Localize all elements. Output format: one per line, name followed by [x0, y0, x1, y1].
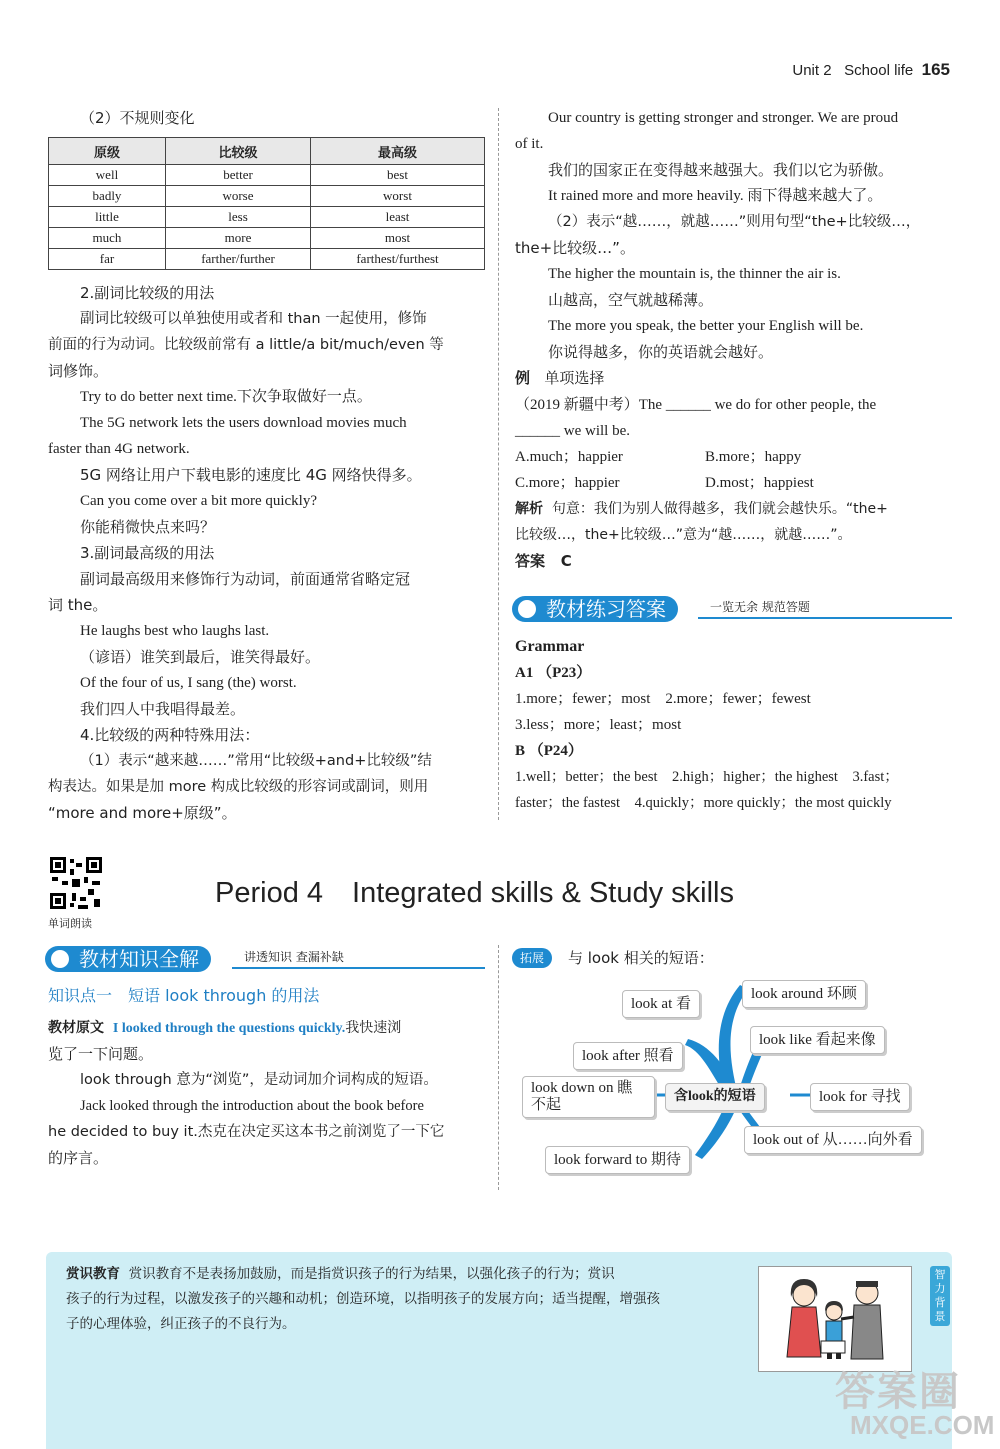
left-line: 副词最高级用来修饰行为动词，前面通常省略定冠: [80, 570, 411, 588]
table-cell: most: [311, 228, 485, 249]
left-line: Try to do better next time.下次争取做好一点。: [80, 389, 372, 405]
mindmap-node: look out of 从……向外看: [744, 1126, 922, 1154]
table-cell: far: [49, 249, 166, 270]
table-row: [49, 249, 485, 270]
analysis-text: 比较级…，the+比较级…”意为“越……，就越……”。: [515, 527, 852, 543]
degree-table: [48, 137, 485, 270]
banner-title: 教材练习答案: [546, 597, 666, 621]
right-line: （2）表示“越……，就越……”则用句型“the+比较级…，: [548, 214, 921, 230]
mindmap-node-label: look down on 瞧不起: [531, 1080, 633, 1113]
right-line: It rained more and more heavily. 雨下得越来越大了。: [548, 188, 883, 204]
qr-label: 单词朗读: [48, 917, 92, 930]
grammar-a1: A1 （P23）: [515, 665, 592, 681]
analysis-text: 句意：我们为别人做得越多，我们就会越快乐。“the+: [551, 501, 888, 517]
option-c: C.more；happier: [515, 475, 620, 491]
right-line: the+比较级…”。: [515, 239, 635, 257]
knowledge-line: look through 意为“浏览”，是动词加介词构成的短语。: [80, 1072, 438, 1088]
banner-subtitle: 讲透知识 查漏补缺: [244, 950, 344, 964]
mindmap-node: [522, 1076, 655, 1118]
left-line: faster than 4G network.: [48, 441, 190, 457]
table-header-cell: 原级: [49, 138, 166, 165]
mindmap-node: look after 照看: [573, 1042, 683, 1070]
option-a: A.much；happier: [515, 449, 623, 465]
left-line: 我们四人中我唱得最差。: [80, 700, 246, 718]
example-kind: 单项选择: [544, 369, 605, 387]
grammar-b: B （P24）: [515, 743, 583, 759]
example-label: 例: [515, 369, 531, 387]
qr-code-icon: [48, 855, 104, 911]
grammar-a1-line: 3.less；more；least；most: [515, 717, 682, 733]
mindmap-node: look forward to 期待: [545, 1146, 690, 1174]
left-line: 你能稍微快点来吗？: [80, 518, 216, 536]
banner-title: 教材知识全解: [79, 947, 199, 971]
answer-value: C: [560, 552, 572, 570]
unit-label: Unit 2: [792, 62, 832, 79]
table-cell: less: [166, 207, 311, 228]
table-cell: farther/further: [166, 249, 311, 270]
speaker-icon: [51, 950, 69, 968]
qr-code[interactable]: [48, 855, 104, 911]
table-cell: well: [49, 165, 166, 186]
watermark-url: MXQE.COM: [850, 1410, 995, 1440]
knowledge-banner: [45, 946, 211, 972]
table-cell: farthest/furthest: [311, 249, 485, 270]
table-cell: badly: [49, 186, 166, 207]
footer-line: 赏识教育不是表扬加鼓励，而是指赏识孩子的行为结果，以强化孩子的行为；赏识: [128, 1266, 615, 1282]
original-sentence: I looked through the questions quickly.: [112, 1021, 346, 1036]
original-label: 教材原文: [48, 1020, 104, 1036]
mindmap-node: look at 看: [622, 990, 700, 1018]
original-text: [48, 1018, 401, 1039]
grammar-b-line: faster；the fastest 4.quickly；more quickly；the most quickly: [515, 795, 892, 811]
footer-label: 赏识教育: [66, 1266, 120, 1282]
right-line: of it.: [515, 136, 544, 152]
example-header: [515, 368, 604, 388]
option-d: D.most；happiest: [705, 475, 814, 491]
table-cell: worst: [311, 186, 485, 207]
right-line: 我们的国家正在变得越来越强大。我们以它为骄傲。: [548, 161, 894, 179]
knowledge-line: 的序言。: [48, 1149, 109, 1167]
grammar-b-line: 1.well；better；the best 2.high；higher；the highest 3.fast；: [515, 769, 899, 785]
grammar-a1-line: 1.more；fewer；most 2.more；fewer；fewest: [515, 691, 811, 707]
knowledge-line: Jack looked through the introduction about the book before: [80, 1098, 424, 1114]
table-cell: better: [166, 165, 311, 186]
parents-child-illustration: [759, 1267, 909, 1369]
mindmap-node: look around 环顾: [742, 980, 866, 1008]
example-question: （2019 新疆中考）The ______ we do for other people, the: [515, 397, 877, 413]
option-b: B.more；happy: [705, 449, 802, 465]
watermark-logo: 答案圈: [835, 1369, 961, 1415]
table-header-cell: 最高级: [311, 138, 485, 165]
left-line: 词 the。: [48, 596, 108, 614]
table-header-row: [49, 138, 485, 165]
left-line: （谚语）谁笑到最后，谁笑得最好。: [80, 648, 321, 666]
right-line: The higher the mountain is, the thinner the air is.: [548, 266, 841, 282]
mindmap-node: look for 寻找: [810, 1083, 910, 1111]
extend-intro: 与 look 相关的短语：: [568, 949, 714, 967]
unit-title: School life: [844, 62, 914, 79]
left-line: The 5G network lets the users download movies much: [80, 415, 407, 431]
banner-subtitle: 一览无余 规范答题: [710, 600, 810, 614]
left-line: 3.副词最高级的用法: [80, 544, 215, 562]
example-question: ______ we will be.: [515, 423, 630, 439]
left-line: He laughs best who laughs last.: [80, 623, 270, 639]
answer-label: 答案: [515, 552, 546, 570]
analysis: [515, 499, 888, 519]
banner-rule: [232, 967, 485, 969]
left-line: Can you come over a bit more quickly?: [80, 493, 318, 509]
right-line: 山越高，空气就越稀薄。: [548, 291, 714, 309]
knowledge-line: he decided to buy it.杰克在决定买这本书之前浏览了一下它: [48, 1124, 445, 1140]
footer-line: 子的心理体验，纠正孩子的不良行为。: [66, 1316, 296, 1332]
exercise-answers-banner: [512, 596, 678, 622]
answer: [515, 551, 572, 571]
column-divider: [498, 108, 499, 820]
table-row: [49, 228, 485, 249]
left-line: （1）表示“越来越……”常用“比较级+and+比较级”结: [80, 753, 432, 769]
right-line: The more you speak, the better your English will be.: [548, 318, 864, 334]
footer-text: [66, 1262, 746, 1337]
table-cell: worse: [166, 186, 311, 207]
irregular-title: （2）不规则变化: [80, 109, 195, 127]
table-row: [49, 165, 485, 186]
table-cell: best: [311, 165, 485, 186]
original-translation: 览了一下问题。: [48, 1045, 154, 1063]
left-line: 前面的行为动词。比较级前常有 a little/a bit/much/even 等: [48, 337, 444, 353]
table-cell: least: [311, 207, 485, 228]
left-line: Of the four of us, I sang (the) worst.: [80, 675, 297, 691]
analysis-label: 解析: [515, 501, 543, 517]
left-line: 词修饰。: [48, 362, 109, 380]
knowledge-point-title: 知识点一 短语 look through 的用法: [48, 986, 320, 1005]
period-title: Period 4 Integrated skills & Study skills: [215, 877, 734, 909]
left-line: 2.副词比较级的用法: [80, 284, 215, 302]
left-line: 4.比较级的两种特殊用法：: [80, 726, 260, 744]
grammar-title: Grammar: [515, 638, 585, 655]
table-cell: little: [49, 207, 166, 228]
banner-rule: [698, 617, 952, 619]
left-line: 构表达。如果是加 more 构成比较级的形容词或副词，则用: [48, 779, 429, 795]
illustration-frame: [758, 1266, 912, 1372]
mindmap-node: look like 看起来像: [750, 1026, 885, 1054]
speaker-icon: [518, 600, 536, 618]
footer-line: 孩子的行为过程，以激发孩子的兴趣和动机；创造环境，以指明孩子的发展方向；适当提醒，增强孩: [66, 1291, 660, 1307]
column-divider: [498, 945, 499, 1190]
left-line: 5G 网络让用户下载电影的速度比 4G 网络快得多。: [80, 466, 422, 484]
side-tab-label: 智力背景: [934, 1268, 946, 1323]
page-number: 165: [921, 60, 950, 79]
right-line: 你说得越多，你的英语就会越好。: [548, 343, 774, 361]
extend-badge: [512, 948, 552, 968]
left-line: “more and more+原级”。: [48, 804, 237, 822]
page-header: [792, 60, 950, 80]
table-row: [49, 186, 485, 207]
original-translation: 我快速浏: [345, 1020, 402, 1036]
table-cell: much: [49, 228, 166, 249]
left-line: 副词比较级可以单独使用或者和 than 一起使用，修饰: [80, 311, 427, 327]
table-cell: more: [166, 228, 311, 249]
side-tab: [930, 1266, 950, 1326]
right-line: Our country is getting stronger and stronger. We are proud: [548, 110, 899, 126]
table-row: [49, 207, 485, 228]
table-header-cell: 比较级: [166, 138, 311, 165]
mindmap-center: 含look的短语: [665, 1083, 765, 1111]
extend-badge-label: 拓展: [519, 951, 544, 965]
